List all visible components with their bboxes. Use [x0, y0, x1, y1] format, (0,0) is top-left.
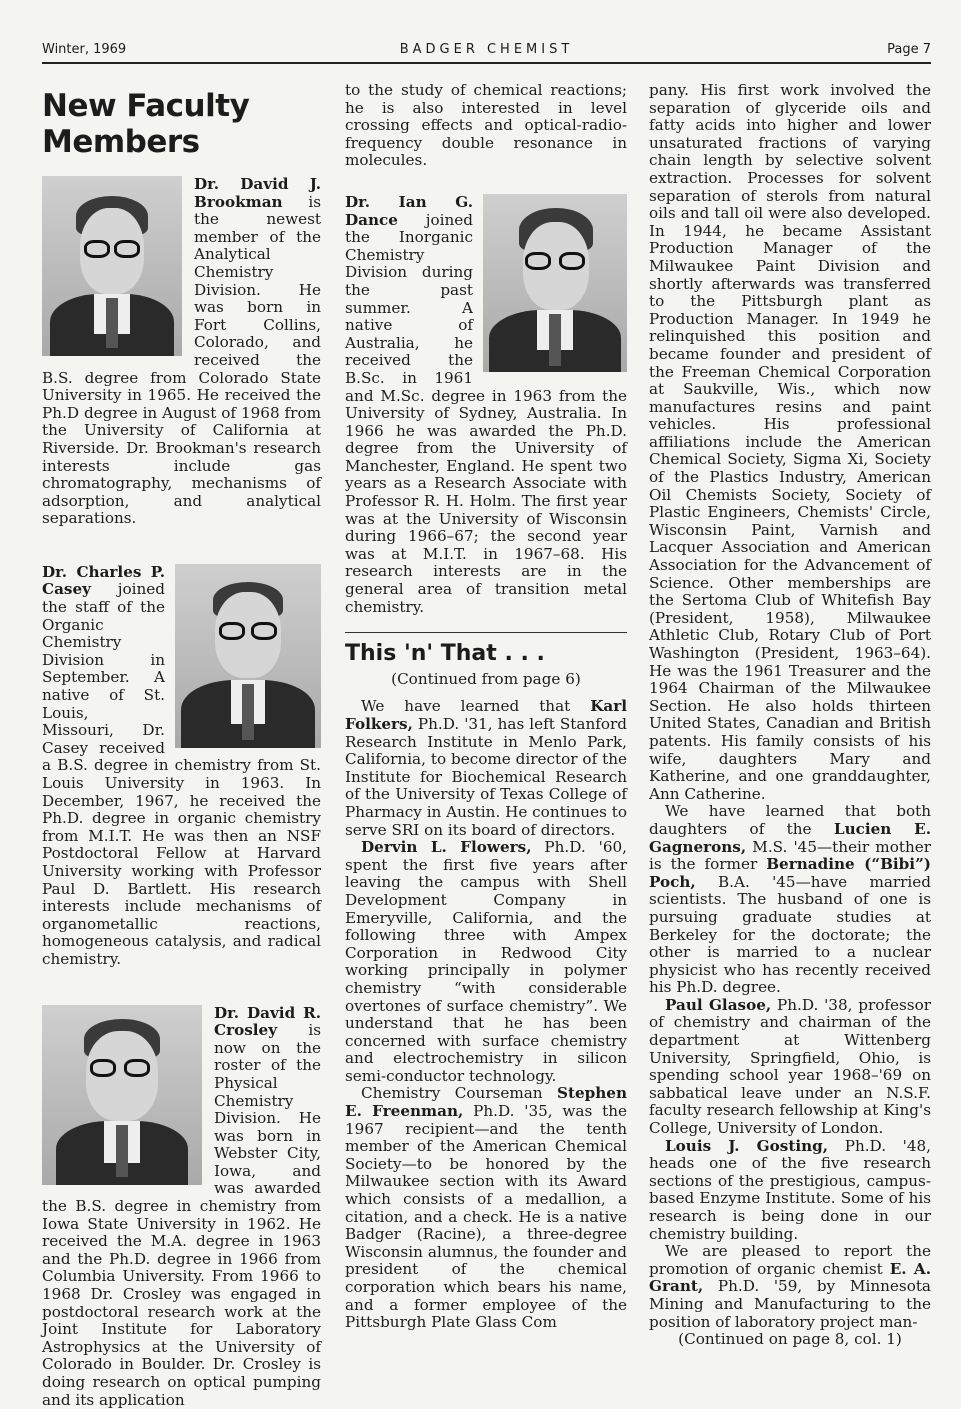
name-casey: Dr. Charles P. Casey [42, 562, 165, 599]
bio-crosley: Dr. David R. Crosley is now on the roster of the Physical Chemistry Division. He was born in Webster City, Iowa, and was awarded the B.S. degree in chemistry from Iowa State University in 1962. He received the M.A. degree in 1963 and the Ph.D. degree in 1966 from Columbia University. From 1966 to 1968 Dr. Crosley was engaged in postdoctoral research work at the Joint Institute for Laboratory Astrophysics at the University of Colorado in Boulder. Dr. Crosley is doing research on optical pumping and its application [42, 1003, 321, 1409]
item-grant: We are pleased to report the promotion of organic chemist E. A. Grant, Ph.D. '59, by Minnesota Mining and Manufacturing to the position of laboratory project man- [649, 1242, 932, 1331]
item-gosting: Louis J. Gosting, Ph.D. '48, heads one of the five research sections of the prestigious, campus-based Enzyme Institute. Some of his research is being done in our chemistry building. [649, 1136, 931, 1243]
section-divider [345, 632, 627, 633]
item-folkers: We have learned that Karl Folkers, Ph.D. '31, has left Stanford Research Institute in Menlo Park, California, to become director of the Institute for Biochemical Research of the University of Texas College of Pharmacy in Austin. He continues to serve SRI on its board of directors. [345, 697, 627, 839]
bio-brookman: Dr. David J. Brookman is the newest member of the Analytical Chemistry Division. He was born in Fort Collins, Colorado, and received the B.S. degree from Colorado State University in 1965. He received the Ph.D degree in August of 1968 from the University of California at Riverside. Dr. Brookman's research interests include gas chromatography, mechanisms of adsorption, and analytical separations. [42, 175, 321, 528]
name-brookman: Dr. David J. Brookman [194, 175, 321, 211]
item-gagnerons: We have learned that both daughters of the Lucien E. Gagnerons, M.S. '45—their mother is the former Bernadine (“Bibi”) Poch, B.A. '45—have married scientists. The husband of one is pursuing graduate studies at Berkeley for the doctorate; the other is married to a nuclear physicist who has recently received his Ph.D. degree. [649, 802, 932, 997]
portrait-photo-crosley [42, 1005, 202, 1185]
item-glasoe: Paul Glasoe, Ph.D. '38, professor of chemistry and chairman of the department at Wittenberg University, Springfield, Ohio, is spending school year 1968–'69 on sabbatical leave under an N.S.F. faculty research fellowship at King's College, University of London. [649, 995, 931, 1138]
column-1 [42, 82, 321, 1409]
running-header [42, 40, 931, 64]
issue-date: Winter, 1969 [42, 42, 127, 57]
column-2 [345, 82, 627, 1332]
column-3 [649, 82, 931, 1359]
portrait-photo-brookman [42, 176, 182, 356]
item-flowers: Dervin L. Flowers, Ph.D. '60, spent the first five years after leaving the campus with Shell Development Company in Emeryville, California, and the following three with Ampex Corporation in Redwood City working principally in polymer chemistry “with considerable overtones of surface chemistry”. We understand that he has been concerned with surface chemistry and electrochemistry in silicon semi-conductor technology. [345, 838, 627, 1085]
bio-dance: Dr. Ian G. Dance joined the Inorganic Chemistry Division during the past summer. A native of Australia, he received the B.Sc. in 1961 and M.Sc. degree in 1963 from the University of Sydney, Australia. In 1966 he was awarded the Ph.D. degree from the University of Manchester, England. He spent two years as a Research Associate with Professor R. H. Holm. The first year was at the University of Wisconsin during 1966–67; the second year was at M.I.T. in 1967–68. His research interests are in the general area of transition metal chemistry. [345, 192, 627, 616]
article-title-new-faculty: New Faculty Members [42, 88, 250, 160]
bio-casey: Dr. Charles P. Casey joined the staff of the Organic Chemistry Division in September. A native of St. Louis, Missouri, Dr. Casey received a B.S. degree in chemistry from St. Louis University in 1963. In December, 1967, he received the Ph.D. degree in organic chemistry from M.I.T. He was then an NSF Postdoctoral Fellow at Harvard University working with Professor Paul D. Bartlett. His research interests include mechanisms of organometallic reactions, homogeneous catalysis, and radical chemistry. [42, 562, 321, 968]
continued-to-note: (Continued on page 8, col. 1) [678, 1330, 902, 1349]
publication-name: BADGER CHEMIST [399, 42, 574, 57]
item-freenman-continued: pany. His first work involved the separation of glyceride oils and fatty acids into higher and lower unsaturated fractions of varying chain length by selective solvent extraction. Processes for solvent separation of sterols from natural oils and tall oil were also developed. In 1944, he became Assistant Production Manager of the Milwaukee Paint Division and shortly afterwards was transferred to the Pittsburgh plant as Production Manager. In 1949 he relinquished this position and became founder and president of the Freeman Chemical Corporation at Saukville, Wis., which now manufactures resins and paint vehicles. His professional affiliations include the American Chemical Society, Sigma Xi, Society of the Plastics Industry, American Oil Chemists Society, Society of Plastic Engineers, Chemists' Circle, Wisconsin Paint, Varnish and Lacquer Association and American Association for the Advancement of Science. Other memberships are the Sertoma Club of Whitefish Bay (President, 1958), Milwaukee Athletic Club, Rotary Club of Port Washington (President, 1963–64). He was the 1961 Treasurer and the 1964 Chairman of the Milwaukee Section. He also holds thirteen United States, Canadian and British patents. His family consists of his wife, daughters Mary and Katherine, and one granddaughter, Ann Catherine. [649, 81, 931, 803]
bio-crosley-continued: to the study of chemical reactions; he is also interested in level crossing effects and optical-radio-frequency double resonance in molecules. [345, 81, 627, 170]
article-title-this-n-that: This 'n' That . . . [345, 641, 545, 667]
portrait-photo-dance [483, 194, 627, 372]
portrait-photo-casey [175, 564, 321, 748]
page-number: Page 7 [887, 42, 931, 57]
name-dance: Dr. Ian G. Dance [345, 192, 473, 229]
name-crosley: Dr. David R. Crosley [214, 1003, 321, 1040]
item-freenman: Chemistry Courseman Stephen E. Freenman, Ph.D. '35, was the 1967 recipient—and the tenth member of the American Chemical Society—to be honored by the Milwaukee section with its Award which consists of a medallion, a citation, and a check. He is a native Badger (Racine), a three-degree Wisconsin alumnus, the founder and president of the chemical corporation which bears his name, and a former employee of the Pittsburgh Plate Glass Com [345, 1084, 627, 1332]
continued-from-note: (Continued from page 6) [391, 669, 581, 688]
